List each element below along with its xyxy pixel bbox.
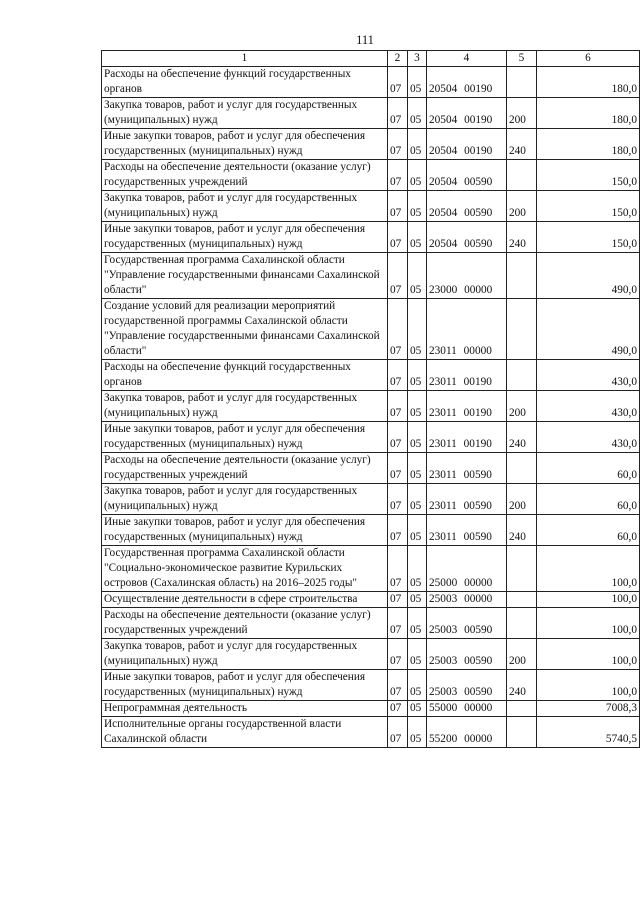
row-name: Государственная программа Сахалинской области "Социально-экономическое развитие Курильских островов (Сахалинская область) на 2016–2025 годы" xyxy=(102,546,388,592)
table-row xyxy=(102,670,640,701)
row-expense-type xyxy=(507,453,537,484)
row-subsection: 05 xyxy=(408,453,427,484)
row-target-article: 23011 00190 xyxy=(427,391,507,422)
table-row xyxy=(102,701,640,717)
row-amount: 150,0 xyxy=(537,222,640,253)
row-expense-type xyxy=(507,253,537,299)
row-section: 07 xyxy=(388,299,408,360)
table-row xyxy=(102,191,640,222)
table-row xyxy=(102,129,640,160)
row-target-article: 23011 00190 xyxy=(427,422,507,453)
row-expense-type: 240 xyxy=(507,515,537,546)
row-amount: 430,0 xyxy=(537,360,640,391)
row-target-article: 25003 00000 xyxy=(427,592,507,608)
row-section: 07 xyxy=(388,546,408,592)
table-row xyxy=(102,592,640,608)
row-name: Иные закупки товаров, работ и услуг для обеспечения государственных (муниципальных) нужд xyxy=(102,515,388,546)
row-section: 07 xyxy=(388,222,408,253)
row-name: Закупка товаров, работ и услуг для государственных (муниципальных) нужд xyxy=(102,391,388,422)
row-name: Расходы на обеспечение функций государственных органов xyxy=(102,67,388,98)
row-subsection: 05 xyxy=(408,515,427,546)
row-name: Закупка товаров, работ и услуг для государственных (муниципальных) нужд xyxy=(102,484,388,515)
row-target-article: 23011 00000 xyxy=(427,299,507,360)
row-section: 07 xyxy=(388,391,408,422)
row-amount: 100,0 xyxy=(537,592,640,608)
row-subsection: 05 xyxy=(408,670,427,701)
row-amount: 430,0 xyxy=(537,422,640,453)
row-expense-type xyxy=(507,160,537,191)
row-section: 07 xyxy=(388,453,408,484)
table-row xyxy=(102,717,640,748)
budget-table xyxy=(101,50,640,748)
row-subsection: 05 xyxy=(408,639,427,670)
row-subsection: 05 xyxy=(408,608,427,639)
row-name: Расходы на обеспечение деятельности (оказание услуг) государственных учреждений xyxy=(102,160,388,191)
row-name: Расходы на обеспечение деятельности (оказание услуг) государственных учреждений xyxy=(102,453,388,484)
table-row xyxy=(102,222,640,253)
row-subsection: 05 xyxy=(408,253,427,299)
row-name: Расходы на обеспечение функций государственных органов xyxy=(102,360,388,391)
row-expense-type: 200 xyxy=(507,639,537,670)
table-row xyxy=(102,515,640,546)
row-subsection: 05 xyxy=(408,98,427,129)
row-section: 07 xyxy=(388,608,408,639)
col-header-1: 1 xyxy=(102,51,388,67)
col-header-3: 3 xyxy=(408,51,427,67)
row-section: 07 xyxy=(388,670,408,701)
row-expense-type: 240 xyxy=(507,422,537,453)
row-target-article: 20504 00590 xyxy=(427,160,507,191)
row-expense-type: 240 xyxy=(507,129,537,160)
row-section: 07 xyxy=(388,592,408,608)
row-amount: 100,0 xyxy=(537,546,640,592)
row-expense-type xyxy=(507,701,537,717)
col-header-6: 6 xyxy=(537,51,640,67)
table-row xyxy=(102,608,640,639)
row-expense-type xyxy=(507,592,537,608)
row-section: 07 xyxy=(388,639,408,670)
row-name: Исполнительные органы государственной власти Сахалинской области xyxy=(102,717,388,748)
row-subsection: 05 xyxy=(408,701,427,717)
row-expense-type xyxy=(507,717,537,748)
row-name: Государственная программа Сахалинской области "Управление государственными финансами Сахалинской области" xyxy=(102,253,388,299)
row-name: Закупка товаров, работ и услуг для государственных (муниципальных) нужд xyxy=(102,191,388,222)
row-subsection: 05 xyxy=(408,360,427,391)
row-subsection: 05 xyxy=(408,546,427,592)
row-amount: 5740,5 xyxy=(537,717,640,748)
row-expense-type: 200 xyxy=(507,191,537,222)
row-subsection: 05 xyxy=(408,222,427,253)
row-name: Закупка товаров, работ и услуг для государственных (муниципальных) нужд xyxy=(102,98,388,129)
row-expense-type xyxy=(507,608,537,639)
table-row xyxy=(102,391,640,422)
row-subsection: 05 xyxy=(408,592,427,608)
row-name: Осуществление деятельности в сфере строительства xyxy=(102,592,388,608)
table-row xyxy=(102,546,640,592)
row-target-article: 23011 00190 xyxy=(427,360,507,391)
row-amount: 60,0 xyxy=(537,484,640,515)
row-subsection: 05 xyxy=(408,422,427,453)
row-section: 07 xyxy=(388,67,408,98)
row-target-article: 20504 00590 xyxy=(427,191,507,222)
row-amount: 490,0 xyxy=(537,299,640,360)
row-target-article: 20504 00590 xyxy=(427,222,507,253)
row-section: 07 xyxy=(388,253,408,299)
row-name: Создание условий для реализации мероприятий государственной программы Сахалинской области "Управление государственными финансами Сахалинской области" xyxy=(102,299,388,360)
row-amount: 60,0 xyxy=(537,515,640,546)
table-row xyxy=(102,253,640,299)
row-section: 07 xyxy=(388,160,408,191)
row-name: Иные закупки товаров, работ и услуг для обеспечения государственных (муниципальных) нужд xyxy=(102,422,388,453)
table-header-row xyxy=(102,51,640,67)
row-amount: 150,0 xyxy=(537,160,640,191)
row-target-article: 20504 00190 xyxy=(427,129,507,160)
row-target-article: 55000 00000 xyxy=(427,701,507,717)
table-row xyxy=(102,160,640,191)
page-number: 111 xyxy=(356,33,374,47)
row-expense-type: 200 xyxy=(507,98,537,129)
row-name: Расходы на обеспечение деятельности (оказание услуг) государственных учреждений xyxy=(102,608,388,639)
row-target-article: 25003 00590 xyxy=(427,608,507,639)
row-expense-type xyxy=(507,360,537,391)
table-row xyxy=(102,98,640,129)
col-header-2: 2 xyxy=(388,51,408,67)
row-target-article: 20504 00190 xyxy=(427,98,507,129)
row-section: 07 xyxy=(388,191,408,222)
table-row xyxy=(102,422,640,453)
row-target-article: 23000 00000 xyxy=(427,253,507,299)
col-header-4: 4 xyxy=(427,51,507,67)
row-amount: 60,0 xyxy=(537,453,640,484)
row-subsection: 05 xyxy=(408,160,427,191)
row-expense-type: 240 xyxy=(507,222,537,253)
row-amount: 100,0 xyxy=(537,670,640,701)
row-amount: 180,0 xyxy=(537,67,640,98)
row-expense-type xyxy=(507,299,537,360)
row-target-article: 23011 00590 xyxy=(427,484,507,515)
row-name: Непрограммная деятельность xyxy=(102,701,388,717)
row-amount: 100,0 xyxy=(537,639,640,670)
row-subsection: 05 xyxy=(408,391,427,422)
row-amount: 180,0 xyxy=(537,98,640,129)
row-expense-type xyxy=(507,546,537,592)
row-section: 07 xyxy=(388,717,408,748)
row-target-article: 23011 00590 xyxy=(427,515,507,546)
row-amount: 100,0 xyxy=(537,608,640,639)
table-row xyxy=(102,484,640,515)
row-name: Иные закупки товаров, работ и услуг для обеспечения государственных (муниципальных) нужд xyxy=(102,222,388,253)
row-expense-type xyxy=(507,67,537,98)
row-name: Закупка товаров, работ и услуг для государственных (муниципальных) нужд xyxy=(102,639,388,670)
row-target-article: 20504 00190 xyxy=(427,67,507,98)
table-row xyxy=(102,67,640,98)
row-subsection: 05 xyxy=(408,484,427,515)
row-target-article: 55200 00000 xyxy=(427,717,507,748)
table-row xyxy=(102,299,640,360)
row-amount: 430,0 xyxy=(537,391,640,422)
row-section: 07 xyxy=(388,484,408,515)
row-name: Иные закупки товаров, работ и услуг для обеспечения государственных (муниципальных) нужд xyxy=(102,129,388,160)
row-subsection: 05 xyxy=(408,129,427,160)
row-section: 07 xyxy=(388,422,408,453)
row-subsection: 05 xyxy=(408,717,427,748)
row-section: 07 xyxy=(388,98,408,129)
row-amount: 490,0 xyxy=(537,253,640,299)
row-section: 07 xyxy=(388,129,408,160)
row-subsection: 05 xyxy=(408,67,427,98)
col-header-5: 5 xyxy=(507,51,537,67)
row-name: Иные закупки товаров, работ и услуг для обеспечения государственных (муниципальных) нужд xyxy=(102,670,388,701)
row-expense-type: 200 xyxy=(507,484,537,515)
row-section: 07 xyxy=(388,701,408,717)
table-row xyxy=(102,453,640,484)
row-subsection: 05 xyxy=(408,191,427,222)
row-target-article: 25003 00590 xyxy=(427,639,507,670)
row-subsection: 05 xyxy=(408,299,427,360)
row-section: 07 xyxy=(388,360,408,391)
table-row xyxy=(102,360,640,391)
table-row xyxy=(102,639,640,670)
row-target-article: 25003 00590 xyxy=(427,670,507,701)
row-amount: 7008,3 xyxy=(537,701,640,717)
row-expense-type: 200 xyxy=(507,391,537,422)
row-target-article: 25000 00000 xyxy=(427,546,507,592)
row-target-article: 23011 00590 xyxy=(427,453,507,484)
row-amount: 180,0 xyxy=(537,129,640,160)
row-amount: 150,0 xyxy=(537,191,640,222)
row-expense-type: 240 xyxy=(507,670,537,701)
row-section: 07 xyxy=(388,515,408,546)
